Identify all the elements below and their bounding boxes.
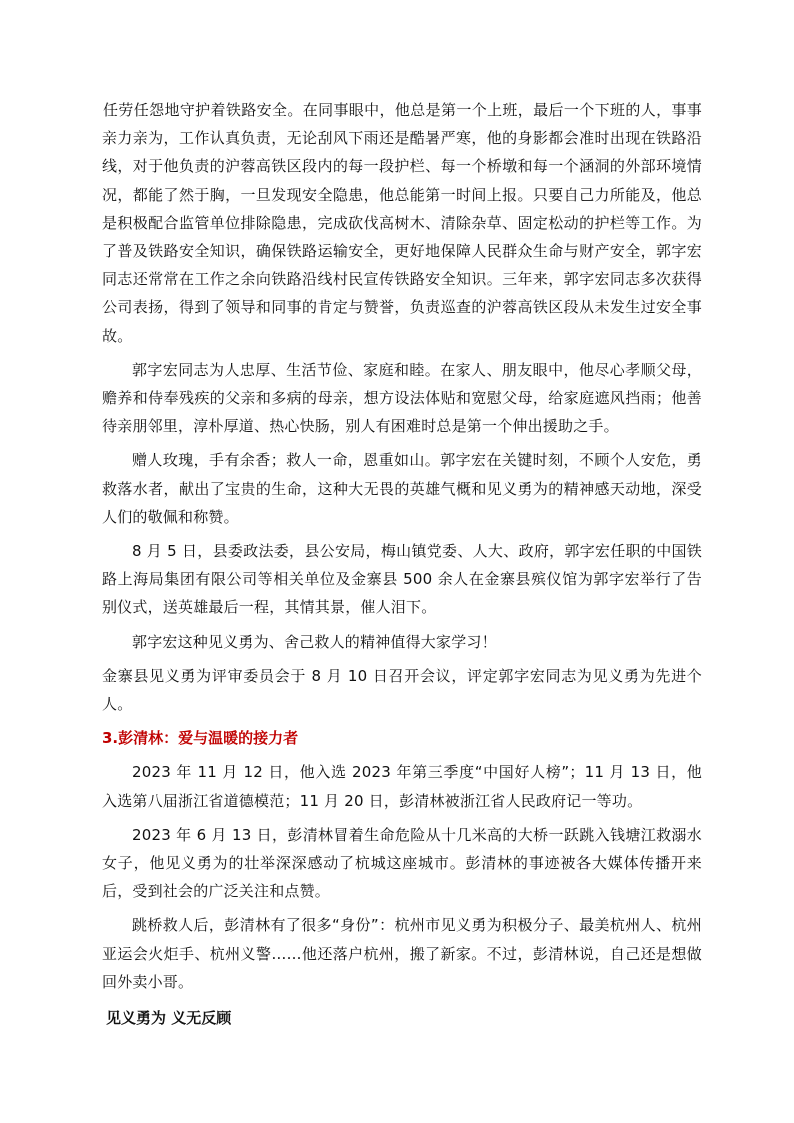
paragraph-new-identities: 跳桥救人后，彭清林有了很多“身份”：杭州市见义勇为积极分子、最美杭州人、杭州亚运会火炬手、杭州义警……他还落户杭州，搬了新家。不过，彭清林说，自己还是想做回外卖小哥。 [102,916,702,991]
paragraph-learn-spirit: 郭字宏这种见义勇为、舍己救人的精神值得大家学习！ [132,632,497,651]
paragraph-honors: 2023 年 11 月 12 日，他入选 2023 年第三季度“中国好人榜”；11 月 13 日，他入选第八届浙江省道德模范；11 月 20 日，彭清林被浙江省人民政府记一等功。 [102,763,702,810]
paragraph-heroic-rescue: 赠人玫瑰，手有余香；救人一命，恩重如山。郭字宏在关键时刻，不顾个人安危，勇救落水者，献出了宝贵的生命，这种大无畏的英雄气概和见义勇为的精神感天动地，深受人们的敬佩和称赞。 [102,451,702,526]
paragraph-farewell-ceremony: 8 月 5 日，县委政法委，县公安局，梅山镇党委、人大、政府，郭字宏任职的中国铁路上海局集团有限公司等相关单位及金寨县 500 余人在金寨县殡仪馆为郭字宏举行了告别仪式，送英雄最后一程，其情其景，催人泪下。 [102,542,702,617]
paragraph-railway-duty: 任劳任怨地守护着铁路安全。在同事眼中，他总是第一个上班，最后一个下班的人，事事亲力亲为，工作认真负责，无论刮风下雨还是酷暑严寒，他的身影都会准时出现在铁路沿线，对于他负责的沪蓉高铁区段内的每一段护栏、每一个桥墩和每一个涵洞的外部环境情况，都能了然于胸，一旦发现安全隐患，他总能第一时间上报。只要自己力所能及，他总是积极配合监管单位排除隐患，完成砍伐高树木、清除杂草、固定松动的护栏等工作。为了普及铁路安全知识，确保铁路运输安全，更好地保障人民群众生命与财产安全，郭字宏同志还常常在工作之余向铁路沿线村民宣传铁路安全知识。三年来，郭字宏同志多次获得公司表扬，得到了领导和同事的肯定与赞誉，负责巡查的沪蓉高铁区段从未发生过安全事故。 [102,101,702,345]
paragraph-award-decision: 金寨县见义勇为评审委员会于 8 月 10 日召开会议，评定郭字宏同志为见义勇为先进个人。 [102,666,702,714]
section-heading-peng-qinglin: 3.彭清林：爱与温暖的接力者 [102,729,299,748]
document-page [102,96,702,1032]
paragraph-family-life: 郭字宏同志为人忠厚、生活节俭、家庭和睦。在家人、朋友眼中，他尽心孝顺父母，赡养和侍奉残疾的父亲和多病的母亲，想方设法体贴和宽慰父母，给家庭遮风挡雨；他善待亲朋邻里，淳朴厚道、热心快肠，别人有困难时总是第一个伸出援助之手。 [102,360,702,436]
closing-heading: 见义勇为 义无反顾 [106,1009,232,1028]
paragraph-bridge-rescue: 2023 年 6 月 13 日，彭清林冒着生命危险从十几米高的大桥一跃跳入钱塘江救溺水女子，他见义勇为的壮举深深感动了杭城这座城市。彭清林的事迹被各大媒体传播开来后，受到社会的广泛关注和点赞。 [102,825,702,901]
